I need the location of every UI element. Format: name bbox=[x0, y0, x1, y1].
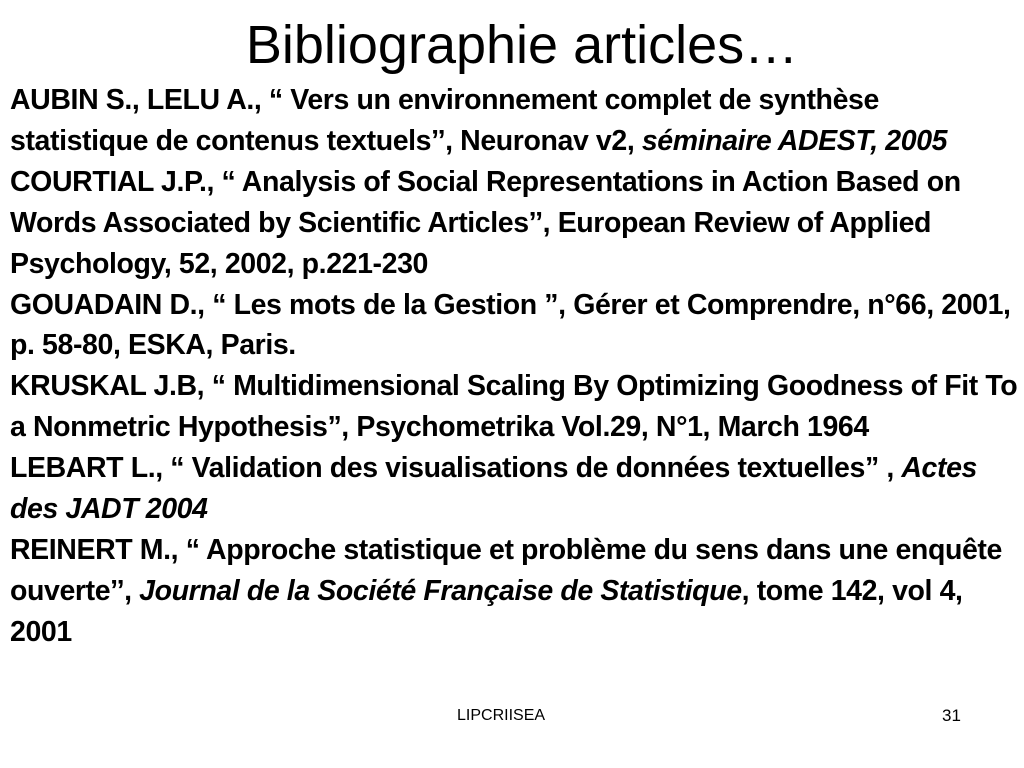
reference-italic: Actes des JADT 2004 bbox=[10, 452, 977, 526]
reference-item bbox=[10, 530, 1020, 653]
reference-item bbox=[10, 162, 1020, 285]
reference-text: GOUADAIN D., “ Les mots de la Gestion ”, Gérer et Comprendre, n°66, 2001, p. 58-80, ESKA, Paris. bbox=[10, 288, 1011, 362]
reference-item bbox=[10, 285, 1020, 367]
reference-text: REINERT M., “ Approche statistique et problème du sens dans une enquête ouverte’’, bbox=[10, 533, 1002, 607]
reference-after: , tome 142, vol 4, 2001 bbox=[10, 574, 963, 648]
reference-item bbox=[10, 366, 1020, 448]
reference-item bbox=[10, 448, 1020, 530]
reference-text: LEBART L., “ Validation des visualisations de données textuelles” , bbox=[10, 452, 902, 485]
reference-italic: Journal de la Société Française de Statistique bbox=[139, 574, 742, 607]
reference-list bbox=[10, 80, 1020, 653]
reference-item bbox=[10, 80, 1020, 162]
footer-label: LIPCRIISEA bbox=[457, 707, 546, 724]
reference-italic: séminaire ADEST, 2005 bbox=[641, 124, 948, 157]
reference-text: COURTIAL J.P., “ Analysis of Social Representations in Action Based on Words Associated by Scientific Articles’’, European Review of Applied Psychology, 52, 2002, p.221-230 bbox=[10, 165, 961, 280]
reference-text: KRUSKAL J.B, “ Multidimensional Scaling By Optimizing Goodness of Fit To a Nonmetric Hypothesis”, Psychometrika Vol.29, N°1, March 1964 bbox=[10, 370, 1018, 444]
reference-text: AUBIN S., LELU A., “ Vers un environnement complet de synthèse statistique de contenus textuels’’, Neuronav v2, bbox=[10, 84, 879, 157]
page-number: 31 bbox=[942, 706, 961, 725]
slide-title: Bibliographie articles… bbox=[245, 15, 799, 75]
